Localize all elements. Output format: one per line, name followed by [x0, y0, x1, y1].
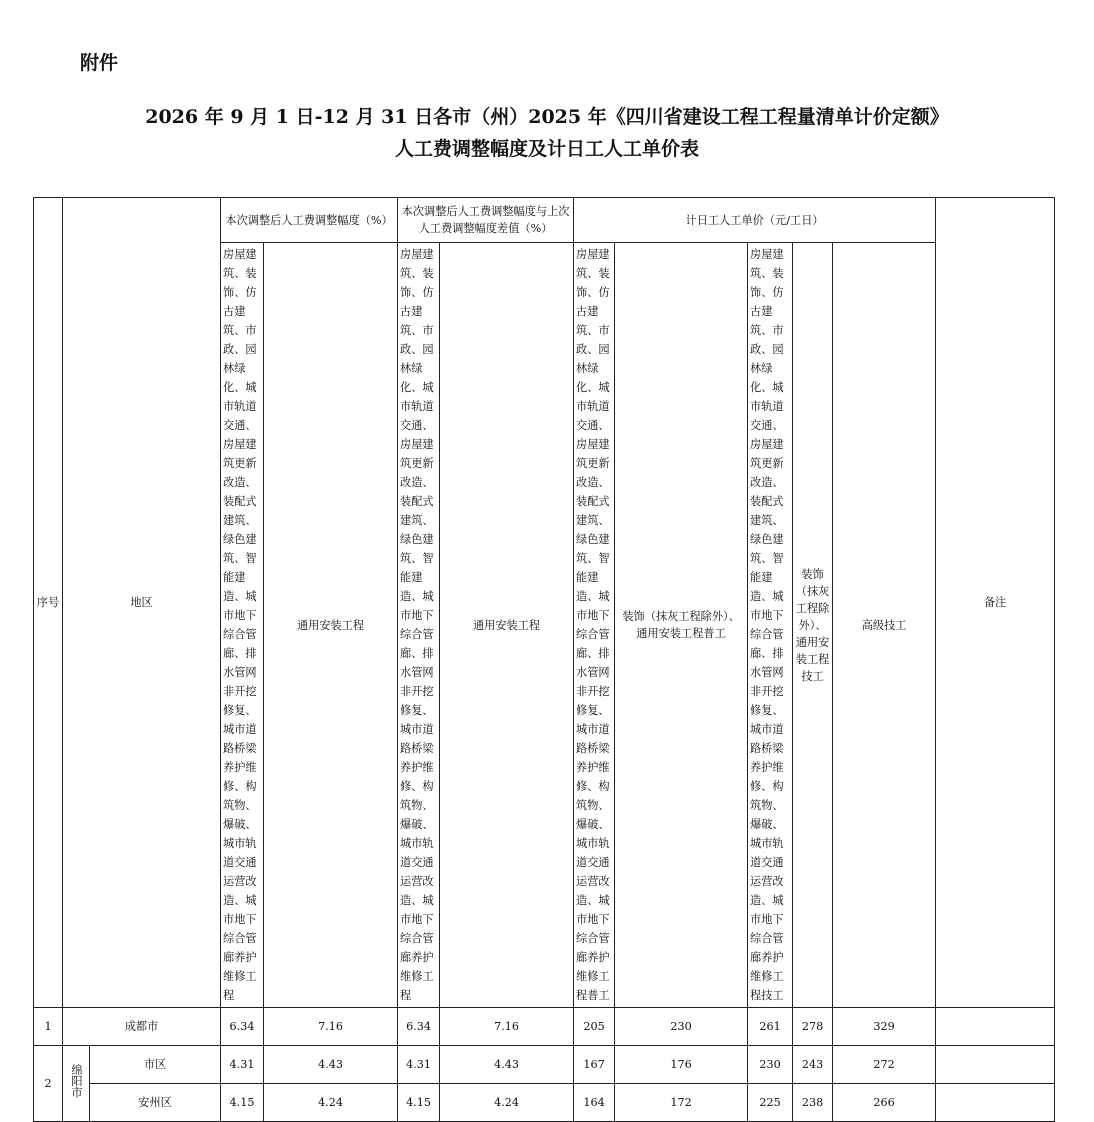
- cell-daywork-deco-skilled: 243: [793, 1046, 833, 1084]
- cell-seq: 1: [34, 1008, 63, 1046]
- cell-daywork-deco-general: 172: [615, 1084, 748, 1122]
- cell-region: 市区: [90, 1046, 221, 1084]
- header-diff-building: 房屋建筑、装饰、仿古建筑、市政、园林绿化、城市轨道交通、房屋建筑更新改造、装配式建筑、绿色建筑、智能建造、城市地下综合管廊、排水管网非开挖修复、城市道路桥梁养护维修、构筑物、爆破、城市轨道交通运营改造、城市地下综合管廊养护维修工程: [398, 243, 440, 1008]
- header-adjust-building: 房屋建筑、装饰、仿古建筑、市政、园林绿化、城市轨道交通、房屋建筑更新改造、装配式建筑、绿色建筑、智能建造、城市地下综合管廊、排水管网非开挖修复、城市道路桥梁养护维修、构筑物、爆破、城市轨道交通运营改造、城市地下综合管廊养护维修工程: [221, 243, 264, 1008]
- header-seq: 序号: [34, 198, 63, 1008]
- header-group-diff: 本次调整后人工费调整幅度与上次人工费调整幅度差值（%）: [398, 198, 574, 243]
- cell-seq: 2: [34, 1046, 63, 1122]
- cell-city: [63, 1046, 90, 1122]
- cell-daywork-deco-skilled: 278: [793, 1008, 833, 1046]
- cell-diff-install: 7.16: [440, 1008, 574, 1046]
- attachment-label: 附件: [80, 52, 119, 74]
- header-group-adjust: 本次调整后人工费调整幅度（%）: [221, 198, 398, 243]
- cell-daywork-deco-general: 176: [615, 1046, 748, 1084]
- header-remark: 备注: [936, 198, 1055, 1008]
- price-adjustment-table: [33, 197, 1055, 1122]
- cell-daywork-deco-general: 230: [615, 1008, 748, 1046]
- cell-remark: [936, 1008, 1055, 1046]
- cell-daywork-skilled: 225: [748, 1084, 793, 1122]
- cell-diff-building: 6.34: [398, 1008, 440, 1046]
- cell-daywork-deco-skilled: 238: [793, 1084, 833, 1122]
- cell-daywork-senior: 329: [833, 1008, 936, 1046]
- header-region: 地区: [63, 198, 221, 1008]
- city-name: 绵阳市: [70, 1063, 83, 1098]
- cell-diff-building: 4.15: [398, 1084, 440, 1122]
- header-diff-install: 通用安装工程: [440, 243, 574, 1008]
- table-row: [34, 1046, 1055, 1084]
- table-row: [34, 1084, 1055, 1122]
- cell-adjust-install: 4.43: [264, 1046, 398, 1084]
- cell-diff-install: 4.24: [440, 1084, 574, 1122]
- header-group-daywork: 计日工人工单价（元/工日）: [574, 198, 936, 243]
- header-row-1: [34, 198, 1055, 243]
- cell-diff-install: 4.43: [440, 1046, 574, 1084]
- header-daywork-deco-skilled: 装饰（抹灰工程除外）、通用安装工程技工: [793, 243, 833, 1008]
- table-row: [34, 1008, 1055, 1046]
- cell-remark: [936, 1084, 1055, 1122]
- cell-daywork-senior: 266: [833, 1084, 936, 1122]
- cell-daywork-skilled: 230: [748, 1046, 793, 1084]
- cell-region: 成都市: [63, 1008, 221, 1046]
- cell-daywork-general: 164: [574, 1084, 615, 1122]
- cell-adjust-install: 4.24: [264, 1084, 398, 1122]
- document-subtitle: 人工费调整幅度及计日工人工单价表: [394, 138, 699, 160]
- cell-daywork-skilled: 261: [748, 1008, 793, 1046]
- cell-daywork-senior: 272: [833, 1046, 936, 1084]
- header-daywork-senior: 高级技工: [833, 243, 936, 1008]
- header-daywork-skilled: 房屋建筑、装饰、仿古建筑、市政、园林绿化、城市轨道交通、房屋建筑更新改造、装配式建筑、绿色建筑、智能建造、城市地下综合管廊、排水管网非开挖修复、城市道路桥梁养护维修、构筑物、爆破、城市轨道交通运营改造、城市地下综合管廊养护维修工程技工: [748, 243, 793, 1008]
- document-title: 2026 年 9 月 1 日-12 月 31 日各市（州）2025 年《四川省建设工程工程量清单计价定额》: [145, 106, 949, 128]
- cell-diff-building: 4.31: [398, 1046, 440, 1084]
- cell-region: 安州区: [90, 1084, 221, 1122]
- header-daywork-deco-general: 装饰（抹灰工程除外）、通用安装工程普工: [615, 243, 748, 1008]
- cell-adjust-building: 6.34: [221, 1008, 264, 1046]
- cell-adjust-building: 4.31: [221, 1046, 264, 1084]
- cell-daywork-general: 167: [574, 1046, 615, 1084]
- cell-remark: [936, 1046, 1055, 1084]
- cell-adjust-building: 4.15: [221, 1084, 264, 1122]
- cell-daywork-general: 205: [574, 1008, 615, 1046]
- header-daywork-general: 房屋建筑、装饰、仿古建筑、市政、园林绿化、城市轨道交通、房屋建筑更新改造、装配式建筑、绿色建筑、智能建造、城市地下综合管廊、排水管网非开挖修复、城市道路桥梁养护维修、构筑物、爆破、城市轨道交通运营改造、城市地下综合管廊养护维修工程普工: [574, 243, 615, 1008]
- cell-adjust-install: 7.16: [264, 1008, 398, 1046]
- header-adjust-install: 通用安装工程: [264, 243, 398, 1008]
